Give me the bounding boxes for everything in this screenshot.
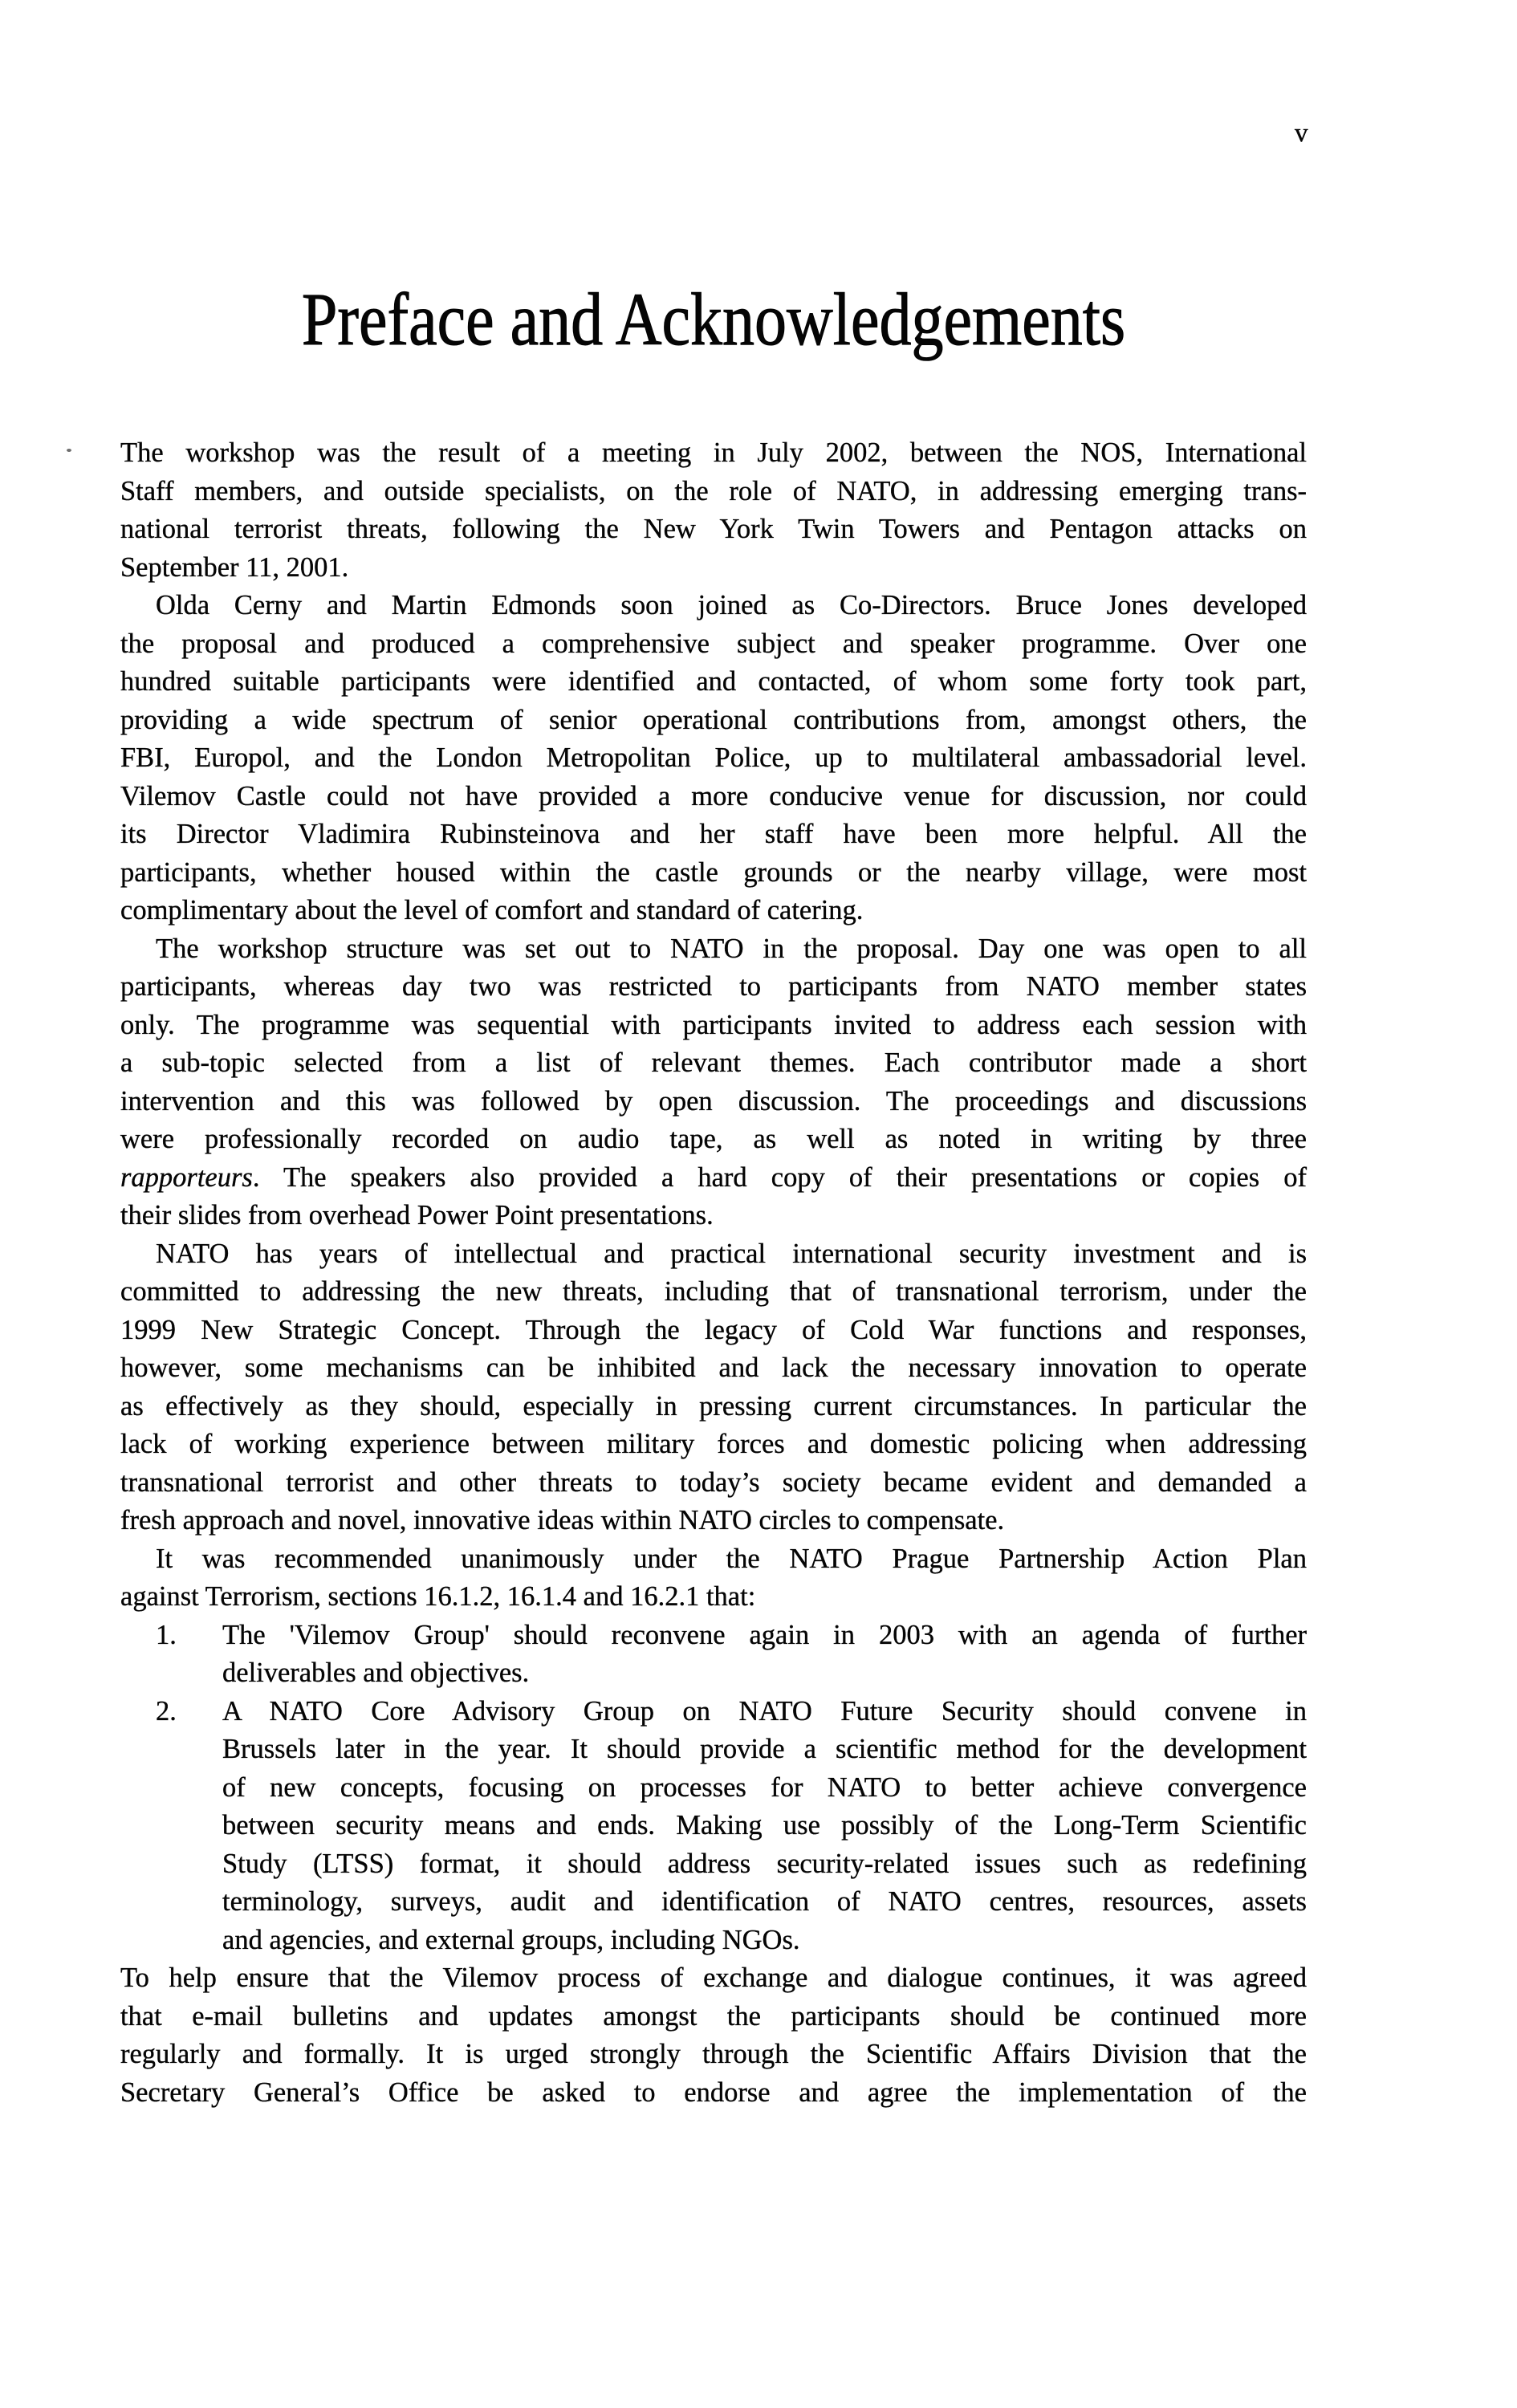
text-line: 1999 New Strategic Concept. Through the legacy of Cold War functions and responses, [120, 1314, 1307, 1345]
text-line: only. The programme was sequential with participants invited to address each session with [120, 1009, 1307, 1040]
text-line: its Director Vladimira Rubinsteinova and her staff have been more helpful. All the [120, 819, 1307, 849]
text-line: Brussels later in the year. It should provide a scientific method for the development [222, 1734, 1307, 1764]
text-line: The workshop structure was set out to NATO in the proposal. Day one was open to all [156, 933, 1307, 964]
text-line: NATO has years of intellectual and practical international security investment and is [156, 1238, 1307, 1269]
text-line: A NATO Core Advisory Group on NATO Future Security should convene in [222, 1695, 1307, 1727]
text-line: To help ensure that the Vilemov process of exchange and dialogue continues, it was agreed [120, 1963, 1307, 1993]
text-line: Olda Cerny and Martin Edmonds soon joined as Co-Directors. Bruce Jones developed [156, 590, 1307, 620]
text-body [120, 434, 1307, 2112]
text-line: however, some mechanisms can be inhibited and lack the necessary innovation to operate [120, 1352, 1307, 1383]
text-line: their slides from overhead Power Point presentations. [120, 1200, 714, 1230]
text-line: FBI, Europol, and the London Metropolitan Police, up to multilateral ambassadorial level. [120, 742, 1307, 773]
list-item [120, 1617, 1307, 1693]
text-line: Vilemov Castle could not have provided a more conducive venue for discussion, nor could [120, 780, 1307, 811]
text-line: participants, whereas day two was restricted to participants from NATO member states [120, 971, 1307, 1002]
text-line: providing a wide spectrum of senior operational contributions from, amongst others, the [120, 704, 1307, 735]
paragraph [120, 1235, 1307, 1540]
text-line: The 'Vilemov Group' should reconvene again in 2003 with an agenda of further [222, 1619, 1307, 1650]
text-line: as effectively as they should, especially in pressing current circumstances. In particular the [120, 1390, 1307, 1422]
text-line: were professionally recorded on audio tape, as well as noted in writing by three [120, 1124, 1307, 1154]
text-line: Secretary General’s Office be asked to endorse and agree the implementation of the [120, 2076, 1307, 2108]
list-number: 1. [156, 1619, 177, 1650]
text-line: committed to addressing the new threats, including that of transnational terrorism, under the [120, 1276, 1307, 1307]
paragraph [120, 930, 1307, 1235]
text-line: participants, whether housed within the castle grounds or the nearby village, were most [120, 856, 1307, 888]
text-line: between security means and ends. Making use possibly of the Long-Term Scientific [222, 1810, 1307, 1841]
paragraph [120, 1959, 1307, 2112]
paragraph [120, 587, 1307, 778]
text-line: rapporteurs. The speakers also provided a hard copy of their presentations or copies of [120, 1161, 1307, 1193]
text-line: September 11, 2001. [120, 551, 349, 583]
paragraph [120, 778, 1307, 930]
text-line: of new concepts, focusing on processes for NATO to better achieve convergence [222, 1771, 1307, 1803]
text-line: and agencies, and external groups, including NGOs. [222, 1924, 800, 1955]
text-line: the proposal and produced a comprehensive subject and speaker programme. Over one [120, 628, 1307, 659]
page-number: v [1295, 119, 1308, 148]
text-line: national terrorist threats, following the New York Twin Towers and Pentagon attacks on [120, 514, 1307, 544]
text-line: fresh approach and novel, innovative ideas within NATO circles to compensate. [120, 1505, 1005, 1536]
text-line: It was recommended unanimously under the NATO Prague Partnership Action Plan [156, 1543, 1307, 1574]
text-line: against Terrorism, sections 16.1.2, 16.1.4 and 16.2.1 that: [120, 1581, 756, 1612]
text-line: that e-mail bulletins and updates amongst the participants should be continued more [120, 2000, 1307, 2032]
text-line: transnational terrorist and other threats to today’s society became evident and demanded a [120, 1466, 1307, 1498]
paragraph [120, 1540, 1307, 1617]
text-line: deliverables and objectives. [222, 1658, 530, 1688]
paragraph [120, 434, 1307, 587]
text-line: Study (LTSS) format, it should address security-related issues such as redefining [222, 1848, 1307, 1879]
text-line: terminology, surveys, audit and identification of NATO centres, resources, assets [222, 1886, 1307, 1917]
italic-text: rapporteurs [120, 1161, 253, 1193]
text-line: lack of working experience between military forces and domestic policing when addressing [120, 1429, 1307, 1459]
text-line: The workshop was the result of a meeting in July 2002, between the NOS, International [120, 437, 1307, 468]
list-item [120, 1693, 1307, 1960]
text-line: intervention and this was followed by open discussion. The proceedings and discussions [120, 1085, 1307, 1117]
list-number: 2. [156, 1695, 177, 1727]
page-title: Preface and Acknowledgements [301, 279, 1126, 362]
text-line: hundred suitable participants were identified and contacted, of whom some forty took part, [120, 666, 1307, 697]
text-line: a sub-topic selected from a list of relevant themes. Each contributor made a short [120, 1047, 1307, 1078]
scan-artifact-dot [67, 449, 71, 452]
text-line: complimentary about the level of comfort and standard of catering. [120, 895, 864, 925]
text-line: Staff members, and outside specialists, on the role of NATO, in addressing emerging trans- [120, 475, 1307, 506]
text-line: regularly and formally. It is urged strongly through the Scientific Affairs Division that the [120, 2039, 1307, 2069]
